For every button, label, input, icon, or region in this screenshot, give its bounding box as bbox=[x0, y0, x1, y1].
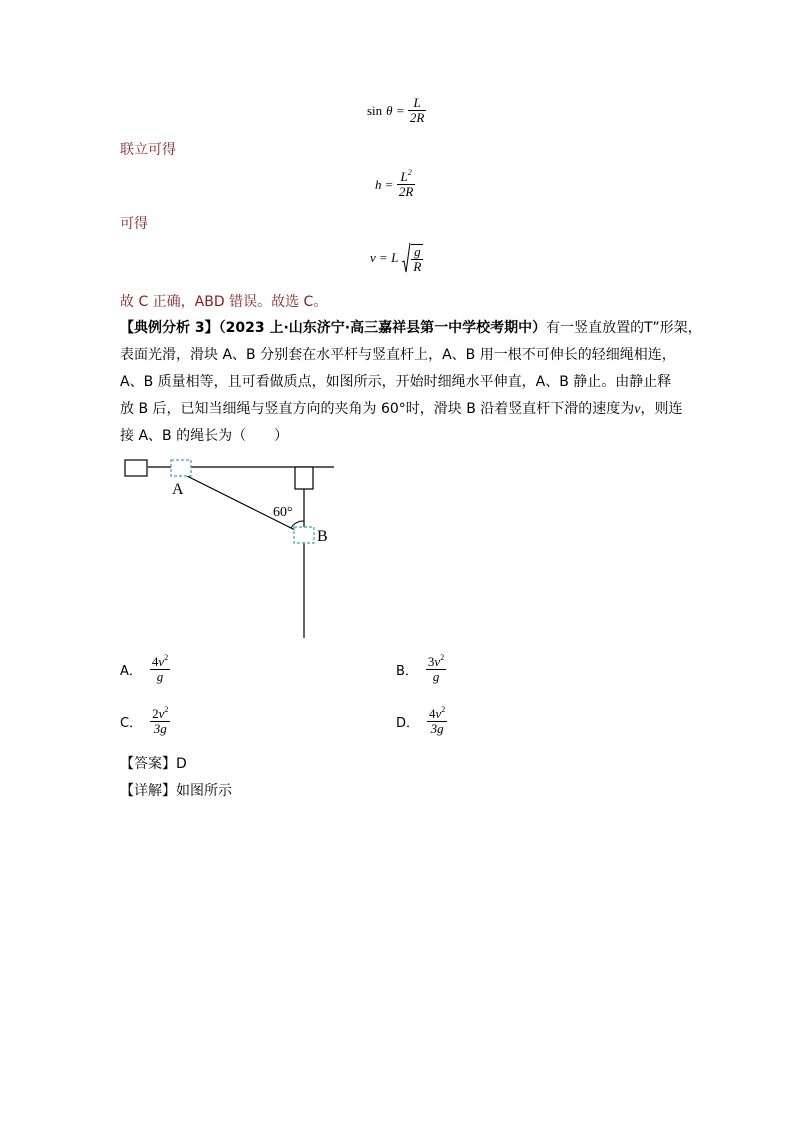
top-joint-block bbox=[295, 467, 313, 489]
problem-line-4: 放 B 后，已知当细绳与竖直方向的夹角为 60°时，滑块 B 沿着竖直杆下滑的速度为v，则连 bbox=[120, 401, 683, 417]
eq1-sin: sin bbox=[367, 102, 383, 118]
option-b[interactable] bbox=[396, 655, 446, 684]
string-ab bbox=[181, 473, 301, 533]
t-frame-diagram bbox=[115, 455, 355, 645]
problem-line-1 bbox=[120, 320, 702, 336]
option-c[interactable] bbox=[120, 707, 170, 736]
eq3-rad-numerator: g bbox=[414, 244, 421, 259]
problem-line1-rest: 有一竖直放置的T”形架， bbox=[546, 320, 702, 336]
problem-line-2: 表面光滑，滑块 A、B 分别套在水平杆与竖直杆上，A、B 用一根不可伸长的轻细绳相连， bbox=[120, 347, 676, 363]
radical-sign-icon bbox=[402, 242, 411, 274]
velocity-symbol: v bbox=[634, 402, 641, 417]
text-kede: 可得 bbox=[120, 216, 148, 232]
eq2-h: h bbox=[375, 176, 382, 192]
option-c-label: C． bbox=[120, 716, 143, 731]
option-c-fraction: $\frac{2v^2}{3g}$ bbox=[152, 705, 169, 736]
option-a[interactable] bbox=[120, 655, 170, 684]
angle-arc bbox=[291, 521, 304, 528]
eq3-rad-denominator: R bbox=[413, 259, 422, 274]
problem-line-3: A、B 质量相等，且可看做质点，如图所示，开始时细绳水平伸直，A、B 静止。由静止释 bbox=[120, 374, 672, 390]
label-angle: 60° bbox=[273, 505, 293, 520]
option-a-fraction: $\frac{4v^2}{g}$ bbox=[151, 653, 169, 684]
label-a: A bbox=[172, 481, 184, 498]
label-b: B bbox=[317, 528, 328, 545]
problem-source: （2023 上·山东济宁·高三嘉祥县第一中学校考期中） bbox=[218, 320, 547, 336]
eq2-fraction bbox=[397, 170, 415, 199]
eq1-theta: θ bbox=[386, 102, 393, 118]
equation-sin-theta bbox=[367, 96, 426, 125]
equation-h bbox=[375, 170, 415, 199]
eq3-equals: = bbox=[379, 250, 388, 265]
slider-b bbox=[294, 527, 314, 543]
option-b-fraction: $\frac{3v^2}{g}$ bbox=[427, 653, 445, 684]
eq1-numerator: L bbox=[413, 95, 421, 110]
eq1-fraction bbox=[408, 96, 426, 125]
slider-a bbox=[171, 460, 191, 476]
problem-tag: 【典例分析 3】 bbox=[120, 320, 219, 336]
eq2-denominator: 2R bbox=[398, 184, 414, 199]
eq3-sqrt bbox=[402, 242, 423, 274]
eq2-equals: = bbox=[385, 176, 393, 192]
text-lianli-kede: 联立可得 bbox=[120, 142, 176, 158]
equation-v bbox=[370, 242, 423, 274]
option-d-fraction: $\frac{4v^2}{3g}$ bbox=[429, 705, 446, 736]
left-stopper-block bbox=[125, 460, 147, 476]
eq3-L: L bbox=[391, 250, 399, 265]
option-a-label: A． bbox=[120, 664, 142, 679]
option-b-label: B． bbox=[396, 664, 418, 679]
eq2-numerator: $L^2$ bbox=[400, 168, 412, 184]
eq1-denominator: 2R bbox=[409, 110, 425, 125]
answer-line: 【答案】D bbox=[120, 756, 187, 772]
option-d-label: D． bbox=[396, 716, 420, 731]
eq3-v: v bbox=[370, 250, 376, 265]
text-conclusion: 故 C 正确，ABD 错误。故选 C。 bbox=[120, 294, 328, 310]
problem-line-5: 接 A、B 的绳长为（ ） bbox=[120, 428, 289, 444]
option-d[interactable] bbox=[396, 707, 447, 736]
eq1-equals: = bbox=[396, 102, 404, 118]
detail-line: 【详解】如图所示 bbox=[120, 783, 232, 799]
